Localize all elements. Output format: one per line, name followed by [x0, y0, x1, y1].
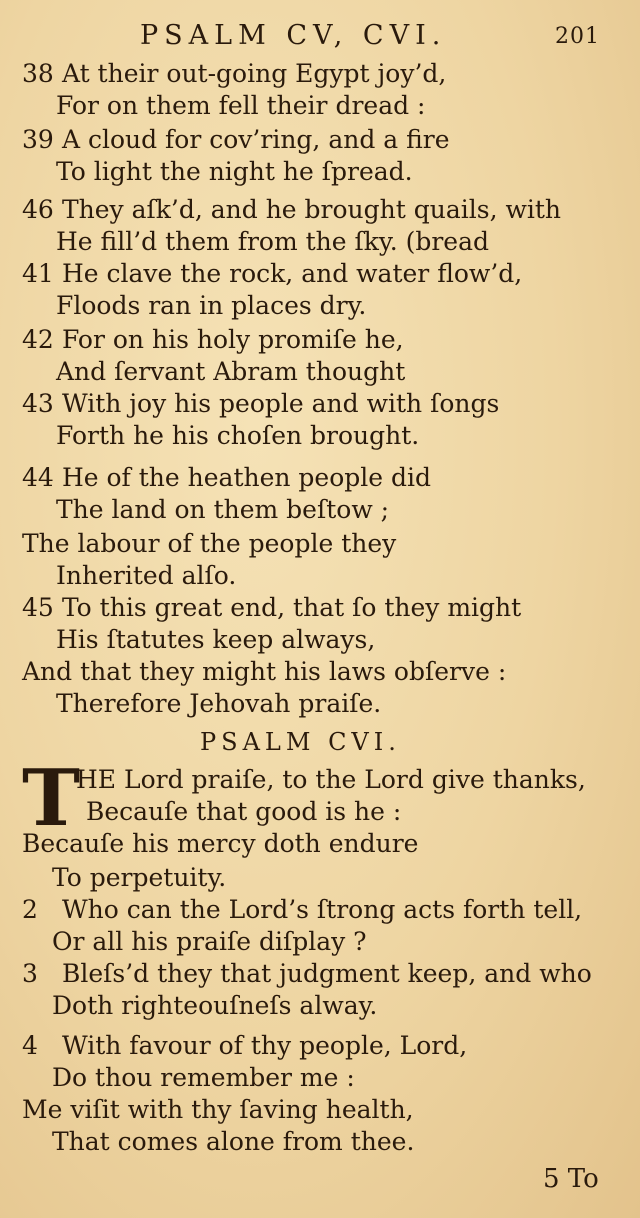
verse-text: Inherited alſo.: [56, 561, 237, 590]
verse-text: At their out-going Egypt joy’d,: [61, 59, 447, 88]
verse-number: 38: [22, 59, 54, 88]
verse-line: [22, 194, 561, 226]
verse-line: [22, 58, 446, 90]
page-number: 201: [555, 24, 600, 49]
verse-line: [22, 1030, 467, 1062]
verse-line: [56, 90, 425, 122]
verse-line: [22, 258, 522, 290]
verse-line: [22, 958, 592, 990]
verse-line: [56, 226, 489, 258]
verse-number: 3: [22, 959, 38, 988]
verse-line: [56, 688, 381, 720]
verse-line: [56, 494, 389, 526]
verse-line: [52, 862, 226, 894]
verse-line: [56, 290, 366, 322]
verse-text: That comes alone from thee.: [52, 1127, 415, 1156]
verse-text: And that they might his laws obſerve :: [22, 657, 507, 686]
verse-text: Becauſe that good is he :: [86, 797, 402, 826]
verse-text: The land on them beſtow ;: [56, 495, 390, 524]
verse-line: [22, 528, 396, 560]
verse-line: [22, 894, 582, 926]
verse-line: [22, 462, 431, 494]
verse-text: A cloud for cov’ring, and a fire: [61, 125, 450, 154]
verse-text: For on them fell their dread :: [56, 91, 426, 120]
verse-line: [52, 1126, 414, 1158]
verse-text: Who can the Lord’s ſtrong acts forth tell,: [61, 895, 583, 924]
psalm-heading: PSALM CVI.: [200, 728, 401, 756]
verse-number: 4: [22, 1031, 38, 1060]
verse-number: 46: [22, 195, 54, 224]
verse-line: [52, 1062, 355, 1094]
running-title: PSALM CV, CVI.: [140, 20, 447, 51]
verse-text: To perpetuity.: [52, 863, 227, 892]
verse-line: [22, 1094, 414, 1126]
catchword: 5 To: [543, 1164, 599, 1194]
verse-text: Do thou remember me :: [52, 1063, 355, 1092]
verse-text: HE Lord praiſe, to the Lord give thanks,: [76, 765, 586, 794]
verse-line: [22, 592, 521, 624]
verse-line: [86, 796, 401, 828]
verse-text: Therefore Jehovah praiſe.: [56, 689, 382, 718]
verse-text: He fill’d them from the ſky. (bread: [56, 227, 490, 256]
verse-line: [52, 990, 377, 1022]
verse-line: [56, 420, 419, 452]
verse-line: [22, 388, 499, 420]
drop-cap: T: [22, 753, 81, 844]
verse-text: To light the night he ſpread.: [56, 157, 413, 186]
verse-text: Doth righteouſneſs alway.: [52, 991, 378, 1020]
verse-line: [56, 156, 413, 188]
verse-text: The labour of the people they: [22, 529, 397, 558]
verse-line: [52, 926, 367, 958]
verse-number: 45: [22, 593, 54, 622]
verse-text: Or all his praiſe diſplay ?: [52, 927, 367, 956]
verse-line: [56, 560, 236, 592]
verse-number: 43: [22, 389, 54, 418]
verse-text: He of the heathen people did: [61, 463, 432, 492]
verse-text: Bleſs’d they that judgment keep, and who: [61, 959, 592, 988]
verse-text: They aſk’d, and he brought quails, with: [61, 195, 562, 224]
verse-text: To this great end, that ſo they might: [61, 593, 522, 622]
verse-text: With favour of thy people, Lord,: [61, 1031, 468, 1060]
verse-line: [22, 324, 404, 356]
verse-number: 42: [22, 325, 54, 354]
verse-text: Floods ran in places dry.: [56, 291, 367, 320]
verse-line: [22, 656, 506, 688]
verse-line: [76, 764, 586, 796]
verse-line: [22, 828, 418, 860]
verse-line: [22, 124, 450, 156]
verse-text: And ſervant Abram thought: [56, 357, 406, 386]
verse-text: His ſtatutes keep always,: [56, 625, 376, 654]
verse-number: 44: [22, 463, 54, 492]
verse-text: For on his holy promiſe he,: [61, 325, 404, 354]
verse-number: 2: [22, 895, 38, 924]
verse-line: [56, 356, 405, 388]
verse-text: Forth he his choſen brought.: [56, 421, 420, 450]
verse-line: [56, 624, 375, 656]
verse-text: He clave the rock, and water flow’d,: [61, 259, 523, 288]
page-header: [0, 20, 640, 56]
verse-text: With joy his people and with ſongs: [61, 389, 500, 418]
verse-text: Becauſe his mercy doth endure: [22, 829, 419, 858]
verse-number: 41: [22, 259, 54, 288]
verse-text: Me viſit with thy ſaving health,: [22, 1095, 414, 1124]
verse-number: 39: [22, 125, 54, 154]
